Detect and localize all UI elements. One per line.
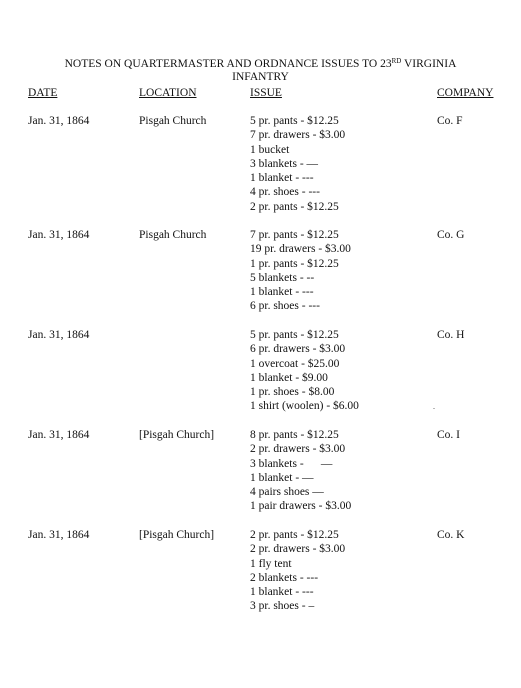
issue-item: 4 pr. shoes - --- (250, 186, 320, 199)
issue-item: 1 pr. shoes - $8.00 (250, 386, 335, 399)
issue-item: 3 pr. shoes - – (250, 600, 315, 613)
issue-list (250, 328, 359, 414)
entry-date: Jan. 31, 1864 (28, 329, 90, 341)
entry-location: [Pisgah Church] (139, 429, 215, 441)
entry-date: Jan. 31, 1864 (28, 115, 90, 127)
header-date: DATE (28, 87, 58, 99)
issue-item: 7 pr. pants - $12.25 (250, 229, 339, 241)
entry-company: Co. H (437, 329, 465, 341)
entry-location: Pisgah Church (139, 115, 207, 127)
issue-item: 4 pairs shoes — (250, 486, 324, 499)
issue-item: 1 blanket - --- (250, 586, 314, 599)
issue-item: 5 pr. pants - $12.25 (250, 115, 339, 127)
entry-co-i (0, 428, 521, 528)
entry-date: Jan. 31, 1864 (28, 529, 90, 541)
title-superscript: RD (391, 57, 402, 65)
entry-location: [Pisgah Church] (139, 529, 215, 541)
issue-item: 2 pr. pants - $12.25 (250, 529, 339, 541)
issue-item: 3 blankets - — (250, 157, 319, 170)
title-end: VIRGINIA (401, 58, 457, 70)
issue-item: 2 pr. drawers - $3.00 (250, 543, 346, 556)
issue-item: 2 pr. drawers - $3.00 (250, 443, 346, 456)
issue-item: 5 pr. pants - $12.25 (250, 329, 339, 341)
issue-item: 19 pr. drawers - $3.00 (250, 243, 351, 256)
entry-location: Pisgah Church (139, 229, 207, 241)
entry-date: Jan. 31, 1864 (28, 229, 90, 241)
entry-co-g (0, 228, 521, 328)
issue-item: 7 pr. drawers - $3.00 (250, 129, 346, 142)
entry-company: Co. I (437, 429, 460, 441)
issue-item: 1 shirt (woolen) - $6.00 (250, 400, 359, 413)
entry-co-h (0, 328, 521, 428)
issue-item: 6 pr. shoes - --- (250, 300, 320, 313)
issue-item: 1 blanket - — (250, 471, 314, 484)
entry-date: Jan. 31, 1864 (28, 429, 90, 441)
header-location: LOCATION (139, 87, 197, 99)
entry-company: Co. G (437, 229, 465, 241)
issue-item: 1 blanket - $9.00 (250, 371, 328, 384)
entry-company: Co. K (437, 529, 465, 541)
issue-item: 2 pr. pants - $12.25 (250, 200, 339, 213)
issue-item: 1 blanket - --- (250, 286, 314, 299)
issue-item: 5 blankets - -- (250, 271, 315, 284)
issue-list (250, 428, 351, 514)
title-main: NOTES ON QUARTERMASTER AND ORDNANCE ISSUES TO 23 (64, 58, 392, 70)
issue-item: 8 pr. pants - $12.25 (250, 429, 339, 441)
issue-item: 1 fly tent (250, 557, 292, 570)
issue-item: 1 pair drawers - $3.00 (250, 500, 352, 513)
issue-item: 1 blanket - --- (250, 172, 314, 185)
header-company: COMPANY (437, 87, 494, 99)
stray-mark: . (433, 402, 435, 411)
issue-item: 1 overcoat - $25.00 (250, 357, 340, 370)
issue-list (250, 114, 345, 214)
issue-item: 3 blankets - — (250, 457, 333, 470)
issue-list (250, 528, 345, 614)
entry-company: Co. F (437, 115, 463, 127)
issue-item: 6 pr. drawers - $3.00 (250, 343, 346, 356)
issue-item: 2 blankets - --- (250, 571, 319, 584)
entry-co-k (0, 528, 521, 628)
issue-item: 1 pr. pants - $12.25 (250, 257, 339, 270)
entry-co-f (0, 114, 521, 214)
issue-list (250, 228, 351, 314)
issue-item: 1 bucket (250, 143, 290, 156)
page-title-line-2: INFANTRY (232, 71, 289, 83)
header-issue: ISSUE (250, 87, 282, 99)
